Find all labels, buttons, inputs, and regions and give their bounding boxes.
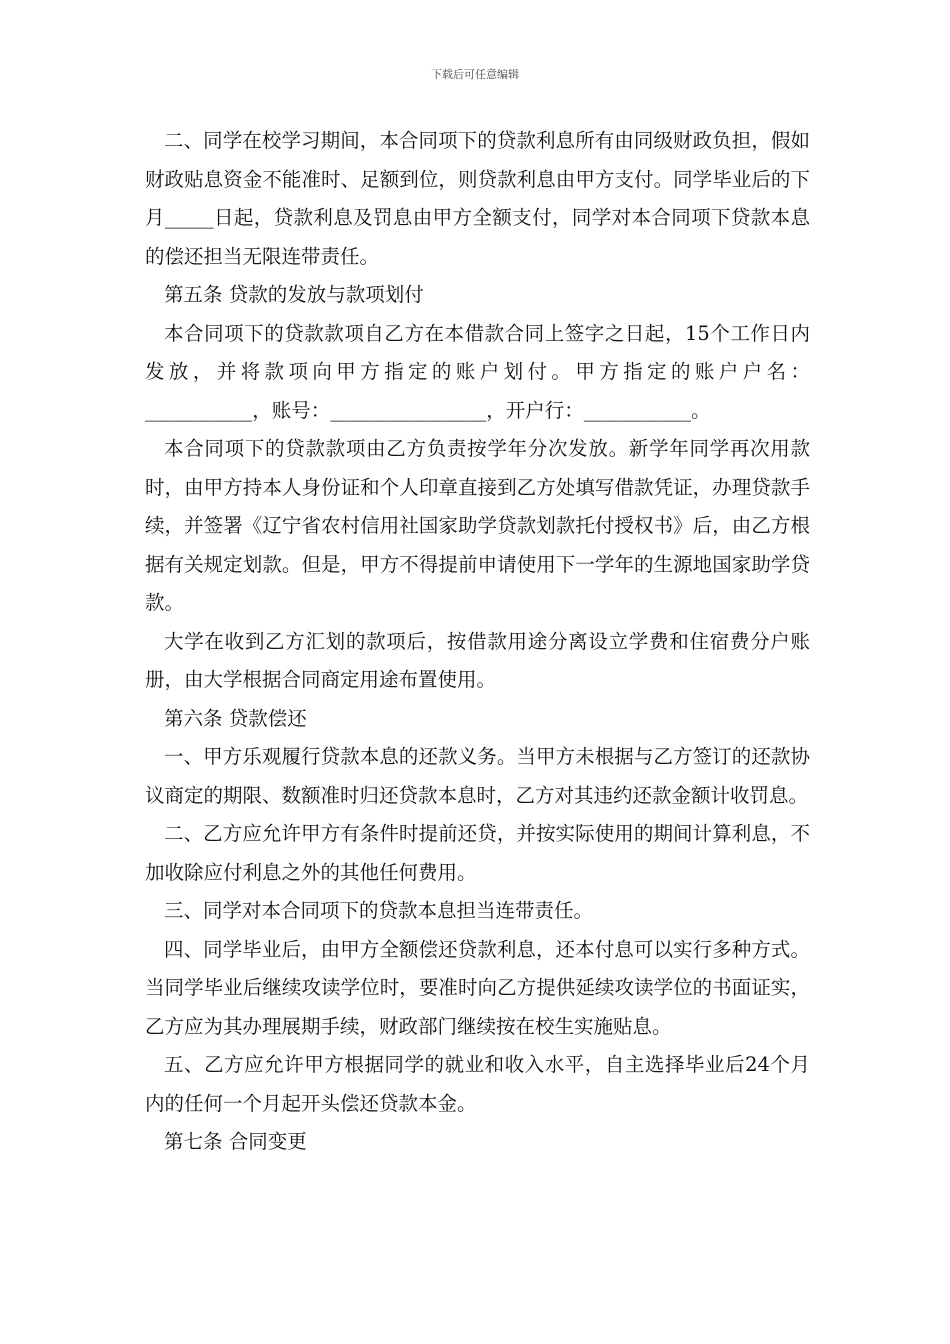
paragraph-university-accounts: 大学在收到乙方汇划的款项后，按借款用途分离设立学费和住宿费分户账册，由大学根据合同商定用途布置使用。: [145, 629, 810, 691]
article-7-heading: 第七条 合同变更: [164, 1130, 307, 1153]
article-5-heading: 第五条 贷款的发放与款项划付: [164, 283, 424, 306]
paragraph-repayment-2: 二、乙方应允许甲方有条件时提前还贷，并按实际使用的期间计算利息，不加收除应付利息之外的其他任何费用。: [145, 822, 810, 884]
paragraph-repayment-5: 五、乙方应允许甲方根据同学的就业和收入水平，自主选择毕业后24个月内的任何一个月起开头偿还贷款本金。: [145, 1053, 810, 1115]
paragraph-repayment-3: 三、同学对本合同项下的贷款本息担当连带责任。: [164, 899, 594, 922]
paragraph-yearly-issuance: 本合同项下的贷款款项由乙方负责按学年分次发放。新学年同学再次用款时，由甲方持本人身份证和个人印章直接到乙方处填写借款凭证，办理贷款手续，并签署《辽宁省农村信用社国家助学贷款划款托付授权书》后，由乙方根据有关规定划款。但是，甲方不得提前申请使用下一学年的生源地国家助学贷款。: [145, 437, 810, 614]
paragraph-repayment-1: 一、甲方乐观履行贷款本息的还款义务。当甲方未根据与乙方签订的还款协议商定的期限、数额准时归还贷款本息时，乙方对其违约还款金额计收罚息。: [145, 745, 810, 807]
page-header-note: 下载后可任意编辑: [431, 68, 519, 81]
article-6-heading: 第六条 贷款偿还: [164, 706, 307, 730]
paragraph-interest-burden: 二、同学在校学习期间，本合同项下的贷款利息所有由同级财政负担，假如财政贴息资金不能准时、足额到位，则贷款利息由甲方支付。同学毕业后的下月_____日起，贷款利息及罚息由甲方全额支付，同学对本合同项下贷款本息的偿还担当无限连带责任。: [145, 129, 810, 268]
paragraph-disbursement: 本合同项下的贷款款项自乙方在本借款合同上签字之日起，15个工作日内发放，并将款项向甲方指定的账户划付。甲方指定的账户户名：___________，账号：________________，开户行：___________。: [145, 321, 810, 422]
document-body: [145, 122, 810, 1162]
paragraph-repayment-4: 四、同学毕业后，由甲方全额偿还贷款利息，还本付息可以实行多种方式。当同学毕业后继续攻读学位时，要准时向乙方提供延续攻读学位的书面证实，乙方应为其办理展期手续，财政部门继续按在校生实施贴息。: [145, 937, 810, 1038]
